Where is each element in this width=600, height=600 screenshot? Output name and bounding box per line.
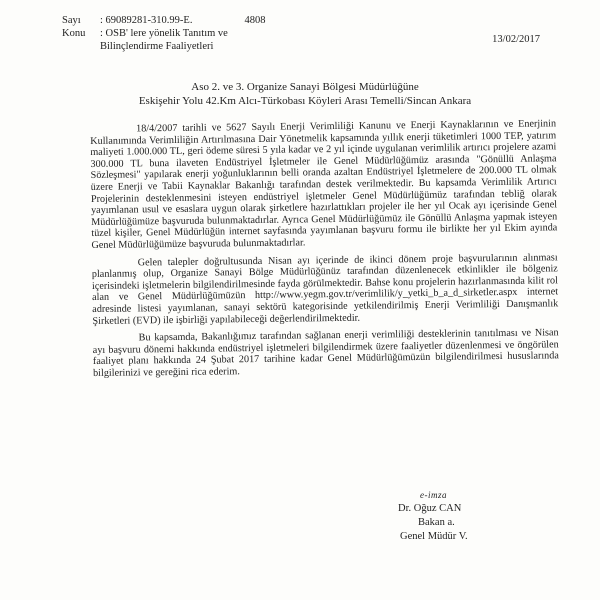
sayi-label: Sayı bbox=[62, 15, 81, 26]
letter-body bbox=[90, 118, 559, 385]
recipient-line-2: Eskişehir Yolu 42.Km Alcı-Türkobası Köyleri Arası Temelli/Sincan Ankara bbox=[138, 95, 472, 107]
document-header bbox=[62, 14, 265, 53]
e-signature-mark: e-imza bbox=[420, 490, 447, 500]
konu-line-1: : OSB' lere yönelik Tanıtım ve bbox=[100, 28, 228, 39]
signer-role-1: Bakan a. bbox=[418, 517, 455, 528]
document-date: 13/02/2017 bbox=[492, 34, 540, 45]
recipient-line-1: Aso 2. ve 3. Organize Sanayi Bölgesi Müdürlüğüne bbox=[191, 81, 419, 93]
recipient-address bbox=[0, 80, 600, 108]
konu-label: Konu bbox=[62, 28, 86, 39]
signer-name: Dr. Oğuz CAN bbox=[398, 503, 462, 514]
sayi-value: : 69089281-310.99-E. bbox=[100, 15, 193, 26]
body-paragraph-2: Gelen talepler doğrultusunda Nisan ayı içerinde de ikinci dönem proje başvurularının alınması planlanmış olup, Organize Sanayi Bölge Müdürlüğünüz tarafından düzenlenecek etkinlikler ile bölgeniz içerisindeki işletmelerin bilgilendirilmesinde fayda görülmektedir. Bahse konu projelerin hazırlanmasında kilit rol alan ve Genel Müdürlüğümüzün http://www.yegm.gov.tr/verimlilik/y_yetki_b_a_d_sirketler.aspx internet adresinde listesi yayımlanan, sanayi sektörü kategorisinde yetkilendirilmiş Enerji Verimliliği Danışmanlık Şirketleri (EVD) ile işbirliği yapılabileceği değerlendirilmektedir. bbox=[91, 251, 559, 327]
body-paragraph-1: 18/4/2007 tarihli ve 5627 Sayılı Enerji Verimliliği Kanunu ve Enerji Kaynaklarının ve Enerjinin Kullanımında Verimliliğin Artırılmasına Dair Yönetmelik kapsamında yıllık enerji tüketimleri 1000 TEP, yatırım maliyeti 1.000.000 TL, geri ödeme süresi 5 yıla kadar ve 2 yıl içinde uygulanan verimlilik artırıcı projelere azami 300.000 TL buna ilaveten Endüstriyel İşletmeler ile Genel Müdürlüğümüz arasında "Gönüllü Anlaşma Sözleşmesi" yapılarak enerji yoğunluklarının belli oranda azaltan Endüstriyel İşletmelere de 200.000 TL olmak üzere Enerji ve Tabii Kaynaklar Bakanlığı tarafından destek verilmektedir. Bu kapsamda Verimlilik Artırıcı Projelerinin desteklenmesini isteyen endüstriyel işletmeler Genel Müdürlüğümüz tarafından tebliğ olarak yayımlanan usul ve esaslara uygun olarak şirketlere hazırlattıkları projeler ile her yıl Ocak ayı içerisinde Genel Müdürlüğümüze başvuruda bulunmaktadırlar. Ayrıca Genel Müdürlüğümüz ile Gönüllü Anlaşma yapmak isteyen tüzel kişiler, Genel Müdürlüğün internet sayfasında yayımlanan başvuru formu ile birlikte her yıl Ekim ayında Genel Müdürlüğümüze başvuruda bulunmaktadırlar. bbox=[90, 118, 558, 251]
body-paragraph-3: Bu kapsamda, Bakanlığımız tarafından sağlanan enerji verimliliği desteklerinin tanıtılması ve Nisan ayı başvuru dönemi hakkında endüstriyel işletmeleri bilgilendirmek üzere faaliyetler düzenlenmesi ve öngörülen faaliyet planı hakkında 24 Şubat 2017 tarihine kadar Genel Müdürlüğümüzün bilgilendirilmesi hususlarında bilgilerinizi ve gereğini rica ederim. bbox=[92, 327, 559, 379]
signature-block bbox=[398, 488, 468, 544]
konu-line-2: Bilinçlendirme Faaliyetleri bbox=[100, 41, 214, 52]
signer-role-2: Genel Müdür V. bbox=[400, 531, 468, 542]
sayi-number: 4808 bbox=[244, 15, 266, 26]
